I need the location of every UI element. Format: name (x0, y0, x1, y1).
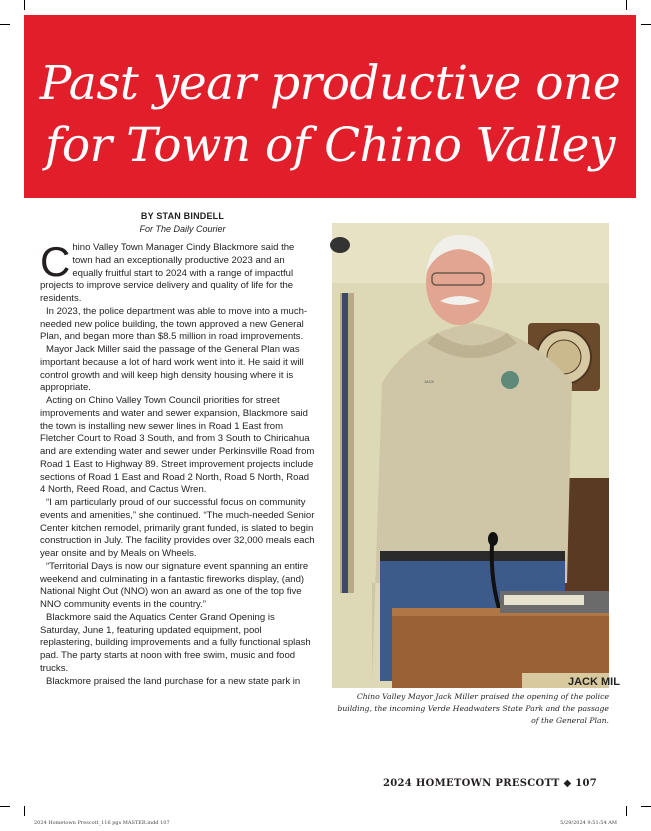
byline: BY STAN BINDELL (140, 211, 225, 221)
crop-mark (0, 806, 10, 807)
crop-mark (24, 806, 25, 816)
article-paragraph: Blackmore praised the land purchase for a new state park in (46, 675, 301, 687)
article-body (40, 238, 316, 688)
headline-banner (24, 15, 636, 198)
article-paragraph: Chino Valley Town Manager Cindy Blackmore said the town had an exceptionally productive 2023 and an equally fruitful start to 2024 with a range of impactful projects to improve service delivery and quality of life for the residents. (40, 238, 295, 304)
shirt-name-tag: JACK (424, 379, 435, 384)
photo-caption: Chino Valley Mayor Jack Miller praised the opening of the police building, the incoming Verde Headwaters State Park and the passage of the General Plan. (337, 692, 609, 725)
drop-cap: C (40, 238, 71, 285)
headline (24, 53, 636, 177)
page-folio: 2024 HOMETOWN PRESCOTT ◆ 107 (383, 778, 597, 789)
podium-nameplate: JACK MIL (568, 676, 620, 688)
article-paragraph: Mayor Jack Miller said the passage of the General Plan was important because a lot of hard work went into it. He said it will control growth and will keep high density housing where it is appropriate. (40, 344, 304, 394)
crop-mark (24, 0, 25, 10)
crop-mark (626, 806, 627, 816)
crop-mark (0, 24, 10, 25)
article-paragraph: In 2023, the police department was able to move into a much-needed new police building, the town approved a new General Plan, and began more than $8.5 million in road improvements. (40, 305, 308, 343)
article-paragraph: “I am particularly proud of our successful focus on community events and amenities,” she continued. “The much-needed Senior Center kitchen remodel, primarily grant funded, is slated to begin construction in July. The facility provides over 32,000 meals each year onsite and by Meals on Wheels. (40, 497, 315, 559)
article-paragraph: Acting on Chino Valley Town Council priorities for street improvements and water and sewer expansion, Blackmore said the town is installing new sewer lines in Road 1 East from Fletcher Court to Road 3 South, and from 3 South to Chiricahua and are extending water and sewer under Perkinsville Road from Road 1 East to Highway 89. Street improvement projects include sections of Road 1 East and Road 2 North, Road 5 North, Road 4 North, Reed Road, and Cactus Wren. (40, 395, 315, 496)
slug-timestamp: 5/29/2024 9:51:54 AM (560, 820, 617, 826)
mayor-portrait-illustration (332, 223, 620, 688)
article-photo (332, 223, 620, 688)
crop-mark (626, 0, 627, 10)
slug-file: 2024 Hometown Prescott_116 pgs MASTER.indd 107 (34, 820, 170, 826)
headline-line-1: Past year productive one (39, 56, 621, 111)
headline-line-2: for Town of Chino Valley (44, 118, 615, 173)
crop-mark (641, 806, 651, 807)
article-paragraph: “Territorial Days is now our signature event spanning an entire weekend and culminating in a fantastic fireworks display, (and) National Night Out (NNO) won an award as one of the top five NNO community events in the country.” (40, 560, 309, 610)
crop-mark (641, 24, 651, 25)
byline-affiliation: For The Daily Courier (139, 224, 226, 234)
article-paragraph: Blackmore said the Aquatics Center Grand Opening is Saturday, June 1, featuring updated equipment, pool replastering, building improvements and a fully functional splash pad. The party starts at noon with free swim, music and food trucks. (40, 611, 311, 674)
